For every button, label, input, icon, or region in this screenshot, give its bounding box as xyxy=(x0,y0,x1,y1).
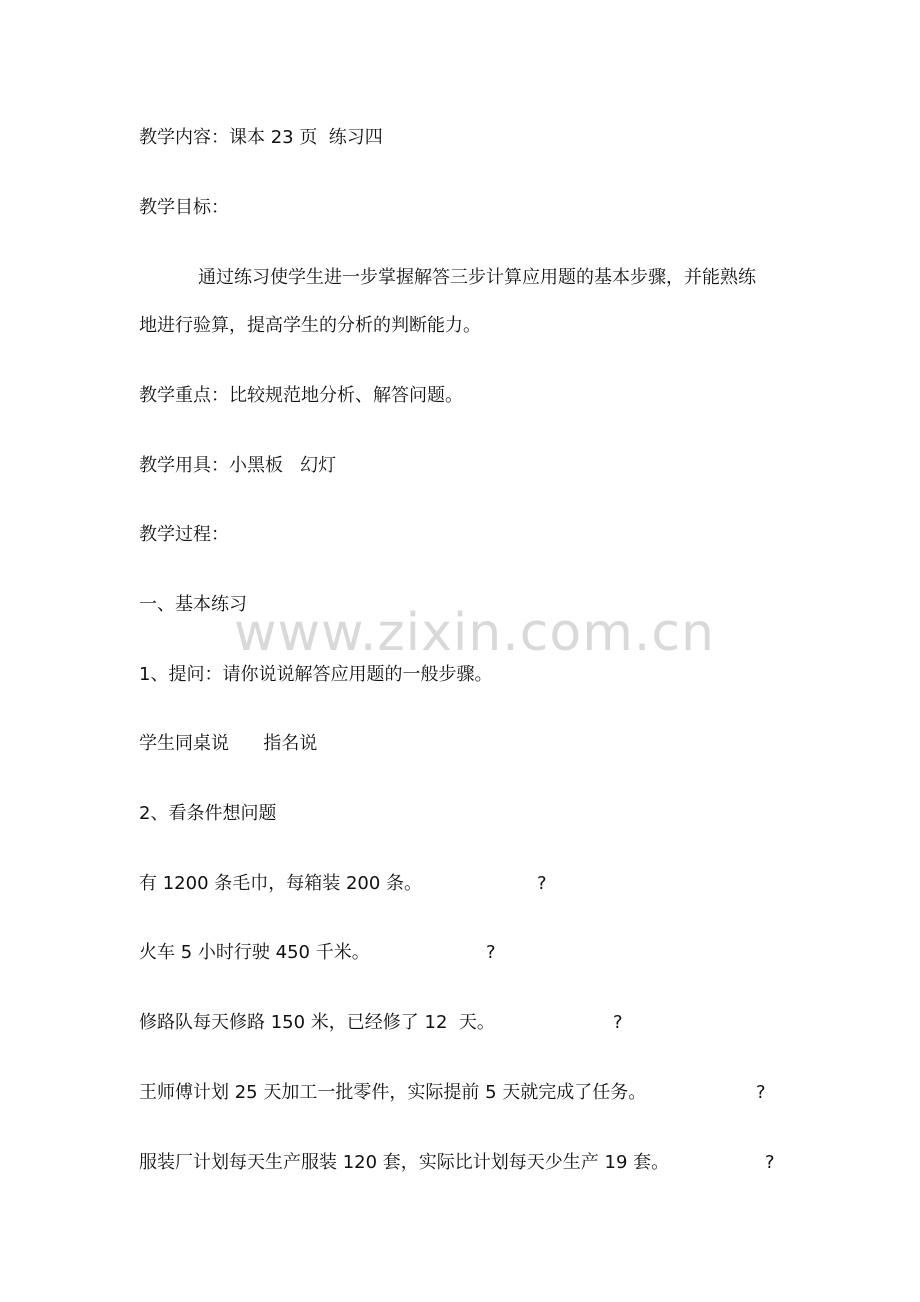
condition-line-1: 有 1200 条毛巾，每箱装 200 条。 xyxy=(139,873,423,894)
question-mark-3: ? xyxy=(613,1012,623,1033)
goal-paragraph-line-1: 通过练习使学生进一步掌握解答三步计算应用题的基本步骤，并能熟练 xyxy=(198,267,756,288)
condition-line-4: 王师傅计划 25 天加工一批零件，实际提前 5 天就完成了任务。 xyxy=(139,1082,647,1103)
key-points-line: 教学重点：比较规范地分析、解答问题。 xyxy=(139,385,463,406)
condition-line-5: 服装厂计划每天生产服装 120 套，实际比计划每天少生产 19 套。 xyxy=(139,1152,670,1173)
item-one-line: 1、提问：请你说说解答应用题的一般步骤。 xyxy=(139,664,493,685)
condition-line-3: 修路队每天修路 150 米，已经修了 12 天。 xyxy=(139,1012,495,1033)
question-mark-1: ? xyxy=(537,873,547,894)
section-one-heading: 一、基本练习 xyxy=(139,594,247,615)
question-mark-5: ? xyxy=(765,1152,775,1173)
goal-paragraph-line-2: 地进行验算，提高学生的分析的判断能力。 xyxy=(139,315,481,336)
question-mark-2: ? xyxy=(486,942,496,963)
item-two-line: 2、看条件想问题 xyxy=(139,803,277,824)
question-mark-4: ? xyxy=(756,1082,766,1103)
teaching-tools-line: 教学用具：小黑板 幻灯 xyxy=(139,455,337,476)
teaching-goal-heading: 教学目标： xyxy=(139,197,229,218)
condition-line-2: 火车 5 小时行驶 450 千米。 xyxy=(139,942,370,963)
watermark-text: www.zixin.com.cn xyxy=(234,603,715,663)
teaching-process-heading: 教学过程： xyxy=(139,524,229,545)
item-one-followup-line: 学生同桌说 指名说 xyxy=(139,733,318,754)
teaching-content-line: 教学内容：课本 23 页 练习四 xyxy=(139,127,383,148)
